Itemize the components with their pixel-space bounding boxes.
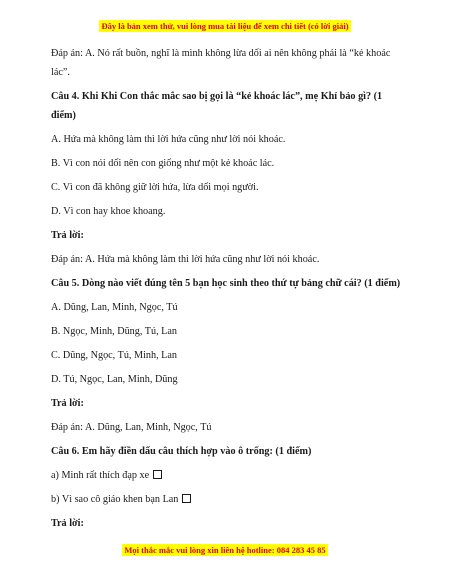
q4-option-a: A. Hứa mà không làm thì lời hứa cũng như lời nói khoác.: [51, 134, 286, 145]
q6-item-a: [51, 466, 403, 485]
document-body: [51, 44, 403, 538]
q4-option-b: B. Vì con nói dối nên con giống như một kẻ khoác lác.: [51, 158, 275, 169]
q4-answer-label: Trả lời:: [51, 230, 84, 241]
q5-option-d: D. Tú, Ngọc, Lan, Minh, Dũng: [51, 374, 178, 385]
previous-answer: Đáp án: A. Nó rất buồn, nghĩ là mình không lừa dối ai nên không phải là “kẻ khoác lác”.: [51, 48, 391, 78]
question-4: Câu 4. Khi Khi Con thắc mắc sao bị gọi là “kẻ khoác lác”, mẹ Khỉ bảo gì? (1 điểm): [51, 91, 383, 121]
q5-option-c: C. Dũng, Ngọc, Tú, Minh, Lan: [51, 350, 178, 361]
preview-notice-banner: [0, 21, 450, 31]
q5-option-b: B. Ngọc, Minh, Dũng, Tú, Lan: [51, 326, 178, 337]
q6-item-a-text: a) Minh rất thích đạp xe: [51, 470, 150, 481]
q5-answer-label: Trả lời:: [51, 398, 84, 409]
q5-option-a: A. Dũng, Lan, Minh, Ngọc, Tú: [51, 302, 178, 313]
q6-answer-label: Trả lời:: [51, 518, 84, 529]
hotline-banner: [0, 545, 450, 555]
q6-item-b: [51, 490, 403, 509]
blank-box-icon[interactable]: [182, 494, 191, 503]
q4-answer: Đáp án: A. Hứa mà không làm thì lời hứa cũng như lời nói khoác.: [51, 254, 320, 265]
blank-box-icon[interactable]: [153, 470, 162, 479]
q4-option-c: C. Vì con đã không giữ lời hứa, lừa dối mọi người.: [51, 182, 259, 193]
hotline-text: Mọi thắc mắc vui lòng xin liên hệ hotline: 084 283 45 85: [124, 545, 326, 555]
question-6: Câu 6. Em hãy điền dấu câu thích hợp vào ô trống: (1 điểm): [51, 446, 312, 457]
q4-option-d: D. Vì con hay khoe khoang.: [51, 206, 166, 217]
q6-item-b-text: b) Vì sao cô giáo khen bạn Lan: [51, 494, 179, 505]
preview-notice-text: Đây là bản xem thử, vui lòng mua tài liệu để xem chi tiết (có lời giải): [101, 21, 349, 31]
q5-answer: Đáp án: A. Dũng, Lan, Minh, Ngọc, Tú: [51, 422, 212, 433]
question-5: Câu 5. Dòng nào viết đúng tên 5 bạn học sinh theo thứ tự bảng chữ cái? (1 điểm): [51, 278, 401, 289]
